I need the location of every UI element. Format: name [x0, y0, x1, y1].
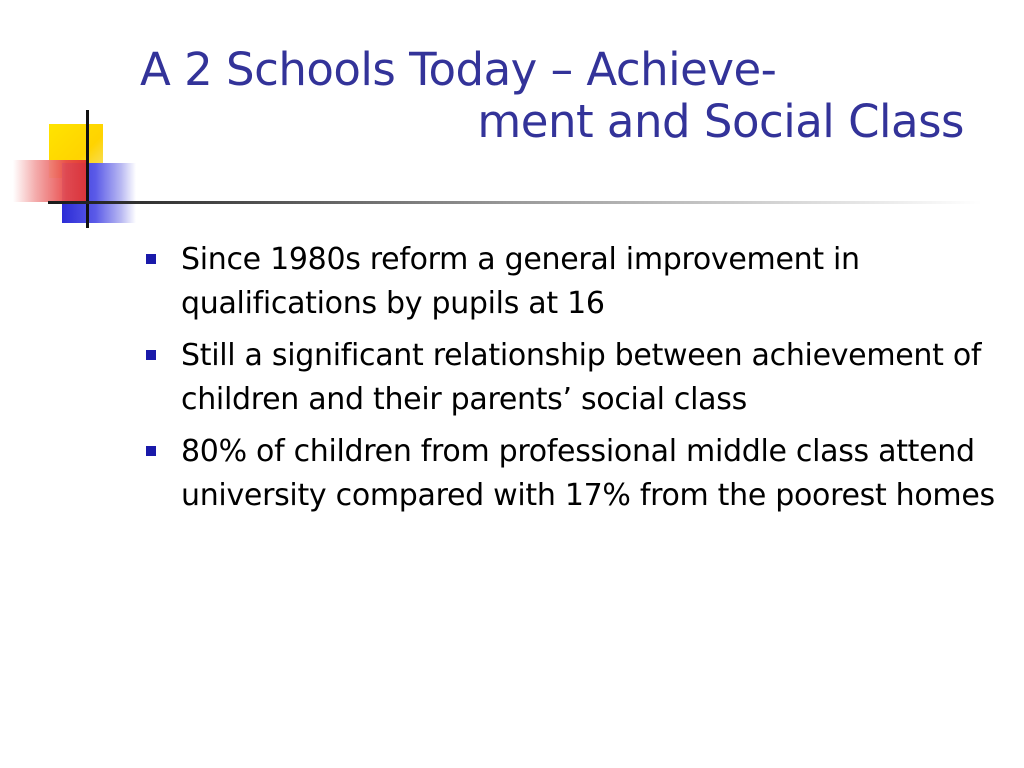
decorative-red-bar: [13, 160, 89, 202]
bullet-text: Since 1980s reform a general improvement in qualifications by pupils at 16: [181, 242, 860, 321]
bullet-text: 80% of children from professional middle class attend university compared with 17% from the poorest homes: [181, 434, 995, 513]
title-underline-rule: [48, 201, 982, 204]
square-bullet-icon: [146, 350, 156, 360]
bullet-list: [144, 238, 1004, 526]
bullet-item: [144, 238, 1004, 326]
square-bullet-icon: [146, 446, 156, 456]
decorative-vertical-line: [86, 110, 89, 228]
bullet-text: Still a significant relationship between achievement of children and their parents’ social class: [181, 338, 982, 417]
slide-title-line-1: A 2 Schools Today – Achieve-: [140, 43, 777, 96]
bullet-item: [144, 334, 1004, 422]
slide-title-line-2: ment and Social Class: [477, 95, 964, 148]
slide-title: [140, 44, 970, 148]
square-bullet-icon: [146, 254, 156, 264]
bullet-item: [144, 430, 1004, 518]
